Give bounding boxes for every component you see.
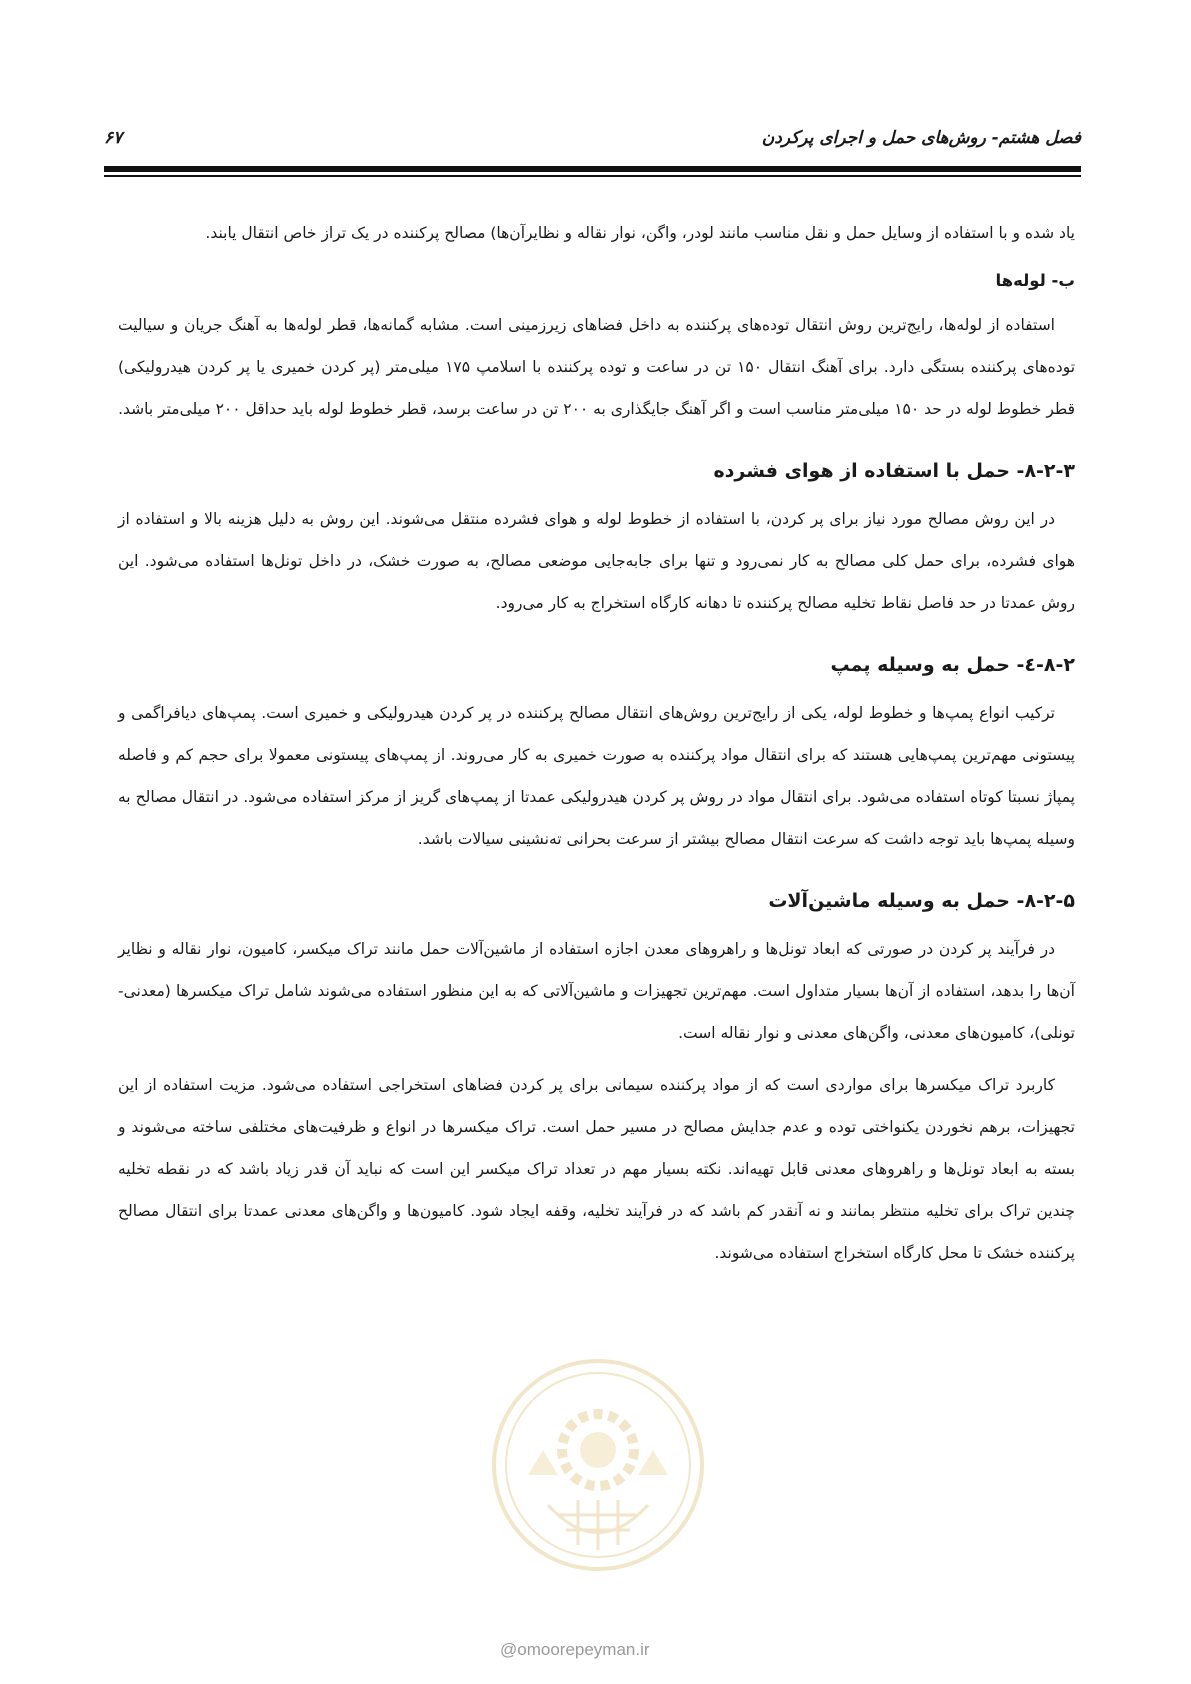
paragraph-8-2-5-a: در فرآیند پر کردن در صورتی که ابعاد تونل‌ها و راهروهای معدن اجازه استفاده از ماشین‌آلات حمل مانند تراک میکسر، کامیون، نوار نقاله و نظایر آن‌ها را بدهد، استفاده از آن‌ها بسیار متداول است. مهم‌ترین تجهیزات و ماشین‌آلاتی که به این منظور استفاده می‌شوند شامل تراک میکسرها (معدنی- تونلی)، کامیون‌های معدنی، واگن‌های معدنی و نوار نقاله است. (118, 940, 1075, 1042)
section-heading-8-2-3: ۸-۲-۳- حمل با استفاده از هوای فشرده (713, 460, 1075, 482)
section-heading-8-2-4: ۸-۲-٤- حمل به وسیله پمپ (830, 654, 1075, 676)
header-rule-thick (104, 166, 1081, 172)
paragraph-8-2-3: در این روش مصالح مورد نیاز برای پر کردن، با استفاده از خطوط لوله و هوای فشرده منتقل می‌شوند. این روش به دلیل هزینه بالا و استفاده از هوای فشرده، برای حمل کلی مصالح به کار نمی‌رود و تنها برای جابه‌جایی موضعی مصالح، به صورت خشک، در داخل تونل‌ها استفاده می‌شود. این روش عمدتا در حد فاصل نقاط تخلیه مصالح پرکننده تا دهانه کارگاه استخراج به کار می‌رود. (118, 510, 1075, 612)
chapter-title: فصل هشتم- روش‌های حمل و اجرای پرکردن (761, 128, 1081, 148)
paragraph-intro: یاد شده و با استفاده از وسایل حمل و نقل مناسب مانند لودر، واگن، نوار نقاله و نظایرآن‌ها) مصالح پرکننده در یک تراز خاص انتقال یابند. (205, 224, 1075, 242)
paragraph-8-2-5-b: کاربرد تراک میکسرها برای مواردی است که از مواد پرکننده سیمانی برای پر کردن فضاهای استخراجی استفاده می‌شود. مزیت استفاده از این تجهیزات، برهم نخوردن یکنواختی توده و عدم جدایش مصالح در مسیر حمل است. تراک میکسرها در انواع و ظرفیت‌های مختلفی ساخته می‌شوند و بسته به ابعاد تونل‌ها و راهروهای معدنی قابل تهیه‌اند. نکته بسیار مهم در تعداد تراک میکسر این است که نباید آن قدر زیاد باشد که در نقطه تخلیه چندین تراک برای تخلیه منتظر بمانند و نه آنقدر کم باشد که در فرآیند تخلیه، وقفه ایجاد شود. کامیون‌ها و واگن‌های معدنی عمدتا برای انتقال مصالح پرکننده خشک تا محل کارگاه استخراج استفاده می‌شوند. (118, 1076, 1075, 1262)
page-number: ۶۷ (104, 128, 123, 148)
subheading-pipes: ب- لوله‌ها (995, 271, 1075, 290)
body-content (118, 212, 1075, 1284)
section-heading-8-2-5: ۸-۲-۵- حمل به وسیله ماشین‌آلات (768, 890, 1075, 912)
running-header (104, 128, 1081, 158)
watermark-seal-icon (488, 1355, 708, 1575)
paragraph-pipes: استفاده از لوله‌ها، رایج‌ترین روش انتقال توده‌های پرکننده به داخل فضاهای زیرزمینی است. مشابه گمانه‌ها، قطر لوله‌ها به آهنگ جریان و سیالیت توده‌های پرکننده بستگی دارد. برای آهنگ انتقال ۱۵۰ تن در ساعت و توده پرکننده با اسلامپ ۱۷۵ میلی‌متر (پر کردن خمیری یا پر کردن هیدرولیکی) قطر خطوط لوله در حد ۱۵۰ میلی‌متر مناسب است و اگر آهنگ جایگذاری به ۲۰۰ تن در ساعت برسد، قطر خطوط لوله باید حداقل ۲۰۰ میلی‌متر باشد. (118, 316, 1076, 418)
watermark-site-text: @omoorepeyman.ir (500, 1640, 650, 1659)
paragraph-8-2-4: ترکیب انواع پمپ‌ها و خطوط لوله، یکی از رایج‌ترین روش‌های انتقال مصالح پرکننده در پر کردن هیدرولیکی و خمیری است. پمپ‌های دیافراگمی و پیستونی مهم‌ترین پمپ‌هایی هستند که برای انتقال مواد پرکننده به صورت خمیری به کار می‌روند. از پمپ‌های پیستونی معمولا برای حجم کم و فاصله پمپاژ نسبتا کوتاه استفاده می‌شود. برای انتقال مواد در روش پر کردن هیدرولیکی عمدتا از پمپ‌های گریز از مرکز استفاده می‌شود. در انتقال مصالح به وسیله پمپ‌ها باید توجه داشت که سرعت انتقال مصالح بیشتر از سرعت بحرانی ته‌نشینی سیالات باشد. (118, 704, 1075, 848)
header-rule-thin (104, 175, 1081, 177)
